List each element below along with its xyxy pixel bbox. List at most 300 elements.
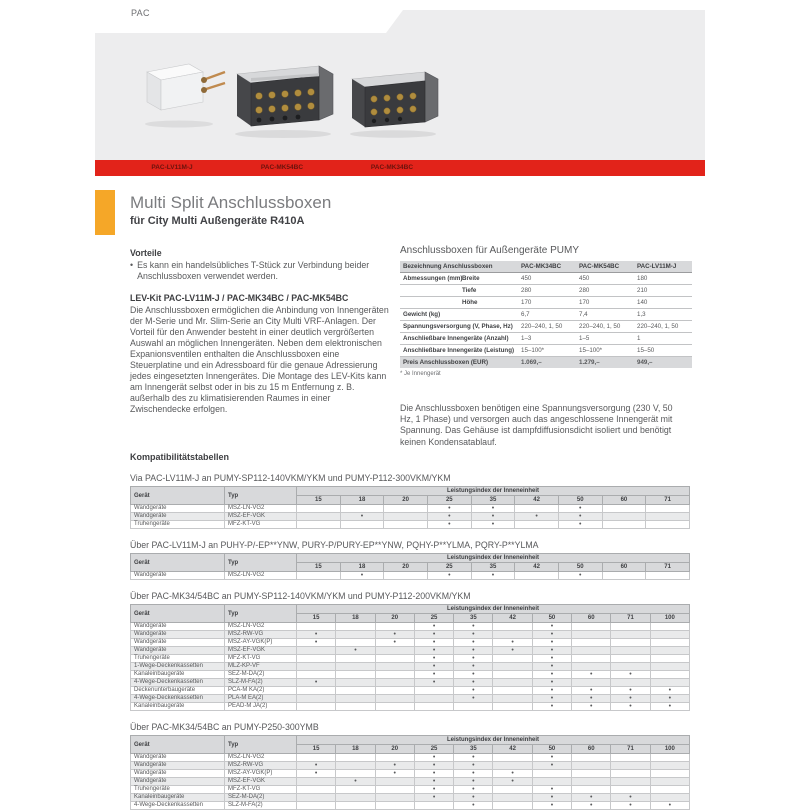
compat-dot-cell — [297, 754, 336, 762]
compat-index-header: Leistungsindex der Inneneinheit — [297, 554, 690, 563]
compat-dot-cell: • — [414, 623, 453, 631]
compat-typ-cell: MSZ-EF-VGK — [225, 513, 297, 521]
pumy-value-cell: 1 — [634, 333, 692, 345]
compat-index-col: 35 — [454, 745, 493, 754]
product-image-pac-mk54bc — [223, 58, 341, 140]
pumy-value-cell: 220–240, 1, 50 — [634, 321, 692, 333]
compat-heading: Kompatibilitätstabellen — [130, 452, 230, 462]
compat-dot-cell — [650, 623, 689, 631]
compat-table — [130, 604, 690, 711]
table-row — [131, 770, 690, 778]
compat-index-col: 20 — [375, 614, 414, 623]
compat-dot-cell — [650, 631, 689, 639]
compat-dot-cell: • — [454, 671, 493, 679]
compat-dot-cell — [611, 754, 650, 762]
compat-gerat-cell: Truhengeräte — [131, 786, 225, 794]
compat-typ-cell: MFZ-KT-VG — [225, 655, 297, 663]
compat-dot-cell — [602, 513, 646, 521]
compat-dot-cell — [414, 703, 453, 711]
compat-dot-cell: • — [454, 655, 493, 663]
compat-dot-cell: • — [414, 679, 453, 687]
power-supply-note: Die Anschlussboxen benötigen eine Spannungsversorgung (230 V, 50 Hz, 1 Phase) und versorgen auch das angeschlossene Innengerät mit Spannung. Das Gehäuse ist dampfdiffusionsdicht isoliert und benötigt keinen Kondensatablauf. — [400, 403, 673, 447]
compat-index-col: 60 — [572, 614, 611, 623]
compat-dot-cell — [336, 671, 375, 679]
compat-index-col: 35 — [471, 563, 515, 572]
compat-dot-cell: • — [532, 679, 571, 687]
pumy-value-cell: 7,4 — [576, 309, 634, 321]
compat-dot-cell: • — [471, 513, 515, 521]
compat-dot-cell — [297, 786, 336, 794]
compat-dot-cell — [375, 623, 414, 631]
pumy-value-cell: 1–5 — [576, 333, 634, 345]
compat-dot-cell: • — [572, 794, 611, 802]
compat-dot-cell — [297, 703, 336, 711]
compat-typ-cell: MSZ-LN-VG2 — [225, 754, 297, 762]
table-row — [131, 655, 690, 663]
compat-typ-cell: MSZ-LN-VG2 — [225, 623, 297, 631]
right-column — [400, 245, 692, 448]
compat-dot-cell — [375, 778, 414, 786]
compat-dot-cell — [375, 687, 414, 695]
compat-typ-cell: MSZ-EF-VGK — [225, 778, 297, 786]
compat-dot-cell — [650, 655, 689, 663]
compat-table — [130, 486, 690, 529]
compat-dot-cell: • — [414, 663, 453, 671]
compat-gerat-cell: Wandgeräte — [131, 513, 225, 521]
compat-index-col: 15 — [297, 745, 336, 754]
table-row — [131, 679, 690, 687]
compat-dot-cell — [611, 639, 650, 647]
compat-dot-cell — [493, 754, 532, 762]
compat-dot-cell — [297, 778, 336, 786]
compat-dot-cell: • — [532, 762, 571, 770]
pumy-value-cell: 170 — [576, 297, 634, 309]
pumy-value-cell: 1,3 — [634, 309, 692, 321]
table-row — [400, 321, 692, 333]
compat-dot-cell — [493, 786, 532, 794]
compat-dot-cell: • — [454, 762, 493, 770]
compat-typ-cell: PEAD-M JA(2) — [225, 703, 297, 711]
product-label: PAC-LV11M-J — [151, 164, 193, 171]
compat-index-col: 20 — [375, 745, 414, 754]
compat-dot-cell: • — [427, 505, 471, 513]
compat-dot-cell: • — [493, 770, 532, 778]
compat-dot-cell — [414, 802, 453, 810]
compat-dot-cell — [297, 623, 336, 631]
compat-dot-cell: • — [454, 687, 493, 695]
page-subtitle: für City Multi Außengeräte R410A — [130, 215, 305, 227]
compat-dot-cell — [375, 647, 414, 655]
compat-gerat-cell: Deckenunterbaugeräte — [131, 687, 225, 695]
compat-table — [130, 553, 690, 580]
compat-dot-cell — [532, 770, 571, 778]
compat-dot-cell — [297, 794, 336, 802]
pumy-value-cell: 210 — [634, 285, 692, 297]
compat-dot-cell: • — [532, 631, 571, 639]
compat-dot-cell — [493, 762, 532, 770]
compat-index-col: 35 — [454, 614, 493, 623]
compat-dot-cell: • — [572, 703, 611, 711]
compat-dot-cell — [572, 778, 611, 786]
pumy-spec-table — [400, 261, 692, 368]
table-row — [131, 762, 690, 770]
compat-tables-container — [130, 473, 690, 810]
pumy-value-cell: 140 — [634, 297, 692, 309]
compat-index-header: Leistungsindex der Inneneinheit — [297, 605, 690, 614]
compat-dot-cell: • — [532, 794, 571, 802]
table-row — [400, 285, 692, 297]
compat-dot-cell — [297, 687, 336, 695]
compat-index-col: 60 — [602, 496, 646, 505]
compat-dot-cell: • — [454, 647, 493, 655]
pumy-row-label: Spannungsversorgung (V, Phase, Hz) — [400, 321, 518, 333]
compat-index-col: 18 — [336, 745, 375, 754]
compat-dot-cell — [611, 762, 650, 770]
pumy-value-cell: 280 — [576, 285, 634, 297]
table-row — [131, 786, 690, 794]
compat-table-title: Via PAC-LV11M-J an PUMY-SP112-140VKM/YKM und PUMY-P112-300VKM/YKM — [130, 473, 451, 483]
pumy-col-header: PAC-MK34BC — [518, 261, 576, 273]
compat-index-col: 15 — [297, 496, 341, 505]
compat-typ-cell: MSZ-LN-VG2 — [225, 572, 297, 580]
compat-dot-cell: • — [454, 794, 493, 802]
compat-dot-cell: • — [650, 802, 689, 810]
table-row — [131, 794, 690, 802]
compat-typ-cell: PLA-M EA(2) — [225, 695, 297, 703]
compat-dot-cell: • — [297, 679, 336, 687]
compat-dot-cell — [650, 647, 689, 655]
table-row — [131, 671, 690, 679]
compat-dot-cell — [493, 687, 532, 695]
compat-dot-cell — [375, 754, 414, 762]
compat-dot-cell: • — [572, 695, 611, 703]
compat-dot-cell: • — [611, 671, 650, 679]
table-row — [400, 309, 692, 321]
compat-dot-cell: • — [471, 572, 515, 580]
compat-typ-cell: MSZ-RW-VG — [225, 762, 297, 770]
compat-dot-cell — [572, 762, 611, 770]
compat-gerat-header: Gerät — [131, 736, 225, 754]
compat-dot-cell — [375, 663, 414, 671]
compat-dot-cell — [572, 631, 611, 639]
table-row — [131, 572, 690, 580]
compat-dot-cell: • — [471, 505, 515, 513]
pumy-value-cell: 170 — [518, 297, 576, 309]
pumy-footnote: * Je Innengerät — [400, 371, 441, 377]
compat-dot-cell — [336, 770, 375, 778]
compat-typ-header: Typ — [225, 487, 297, 505]
pumy-row-sublabel: Höhe — [459, 297, 518, 309]
compat-gerat-cell: 4-Wege-Deckenkassetten — [131, 679, 225, 687]
compat-index-col: 50 — [532, 614, 571, 623]
compat-index-col: 18 — [340, 496, 384, 505]
pumy-row-label: Anschließbare Innengeräte (Leistung) — [400, 345, 518, 357]
compat-dot-cell: • — [532, 623, 571, 631]
pumy-col-header: PAC-MK54BC — [576, 261, 634, 273]
compat-gerat-cell: Wandgeräte — [131, 639, 225, 647]
compat-dot-cell — [336, 794, 375, 802]
compat-dot-cell: • — [532, 671, 571, 679]
table-row — [131, 754, 690, 762]
pumy-value-cell: 15–50 — [634, 345, 692, 357]
compat-dot-cell — [493, 623, 532, 631]
compat-dot-cell — [297, 572, 341, 580]
table-row — [131, 703, 690, 711]
compat-dot-cell: • — [493, 639, 532, 647]
compat-dot-cell: • — [375, 770, 414, 778]
compat-dot-cell — [384, 572, 428, 580]
compat-dot-cell: • — [532, 786, 571, 794]
table-row — [400, 273, 692, 285]
compat-dot-cell — [336, 695, 375, 703]
compat-dot-cell — [336, 687, 375, 695]
compat-dot-cell: • — [336, 647, 375, 655]
levkit-heading: LEV-Kit PAC-LV11M-J / PAC-MK34BC / PAC-MK54BC — [130, 292, 349, 303]
compat-gerat-cell: Wandgeräte — [131, 778, 225, 786]
compat-dot-cell: • — [427, 521, 471, 529]
compat-gerat-cell: 4-Wege-Deckenkassetten — [131, 695, 225, 703]
bullet-icon: • — [130, 259, 134, 270]
compat-dot-cell — [375, 695, 414, 703]
compat-gerat-cell: 4-Wege-Deckenkassetten — [131, 802, 225, 810]
compat-index-col: 20 — [384, 563, 428, 572]
pumy-row-sublabel: Breite — [459, 273, 518, 285]
compat-index-col: 100 — [650, 745, 689, 754]
compat-index-col: 42 — [515, 563, 559, 572]
compat-dot-cell — [611, 778, 650, 786]
compat-dot-cell — [650, 639, 689, 647]
compat-dot-cell: • — [297, 770, 336, 778]
compat-dot-cell — [611, 647, 650, 655]
compat-dot-cell: • — [532, 703, 571, 711]
table-header-row — [131, 554, 690, 563]
compat-dot-cell — [515, 521, 559, 529]
compat-dot-cell: • — [532, 754, 571, 762]
compat-typ-cell: SLZ-M-FA(2) — [225, 679, 297, 687]
pumy-table-heading: Anschlussboxen für Außengeräte PUMY — [400, 245, 579, 256]
compat-typ-cell: SLZ-M-FA(2) — [225, 802, 297, 810]
compat-dot-cell — [375, 679, 414, 687]
pumy-value-cell: 949,– — [634, 357, 692, 369]
compat-dot-cell — [375, 655, 414, 663]
table-header-row — [131, 487, 690, 496]
compat-dot-cell: • — [558, 505, 602, 513]
compat-gerat-cell: Kanaleinbaugeräte — [131, 703, 225, 711]
compat-dot-cell — [414, 687, 453, 695]
compat-dot-cell: • — [558, 521, 602, 529]
vorteile-heading: Vorteile — [130, 248, 162, 258]
pumy-row-label: Preis Anschlussboxen (EUR) — [400, 357, 518, 369]
compat-dot-cell — [611, 679, 650, 687]
product-image-pac-mk34bc — [339, 64, 445, 140]
compat-dot-cell — [297, 802, 336, 810]
product-image-pac-lv11m-j — [137, 52, 233, 132]
compat-index-col: 71 — [611, 745, 650, 754]
compat-dot-cell: • — [454, 639, 493, 647]
compat-dot-cell — [384, 513, 428, 521]
compat-dot-cell — [650, 794, 689, 802]
table-row — [131, 513, 690, 521]
compat-dot-cell — [336, 703, 375, 711]
pumy-value-cell: 1.069,– — [518, 357, 576, 369]
compat-dot-cell: • — [336, 778, 375, 786]
compat-index-col: 25 — [427, 563, 471, 572]
compat-gerat-cell: Kanaleinbaugeräte — [131, 671, 225, 679]
compat-dot-cell — [414, 695, 453, 703]
compat-dot-cell: • — [493, 778, 532, 786]
compat-dot-cell — [336, 655, 375, 663]
compat-dot-cell — [572, 770, 611, 778]
compat-typ-header: Typ — [225, 736, 297, 754]
compat-gerat-cell: Wandgeräte — [131, 631, 225, 639]
compat-dot-cell — [650, 679, 689, 687]
compat-dot-cell — [611, 655, 650, 663]
table-row — [131, 639, 690, 647]
pumy-value-cell: 280 — [518, 285, 576, 297]
compat-dot-cell — [572, 655, 611, 663]
compat-dot-cell: • — [532, 655, 571, 663]
compat-dot-cell — [297, 663, 336, 671]
compat-dot-cell: • — [532, 639, 571, 647]
compat-index-col: 25 — [427, 496, 471, 505]
compat-typ-cell: MSZ-EF-VGK — [225, 647, 297, 655]
compat-dot-cell — [336, 623, 375, 631]
compat-dot-cell — [650, 762, 689, 770]
compat-dot-cell — [650, 754, 689, 762]
compat-index-col: 15 — [297, 614, 336, 623]
table-row — [131, 521, 690, 529]
compat-dot-cell — [572, 639, 611, 647]
compat-dot-cell — [340, 505, 384, 513]
pumy-value-cell: 1.279,– — [576, 357, 634, 369]
compat-gerat-cell: Wandgeräte — [131, 505, 225, 513]
pumy-value-cell: 450 — [576, 273, 634, 285]
compat-dot-cell — [611, 786, 650, 794]
compat-index-col: 60 — [572, 745, 611, 754]
compat-index-col: 71 — [611, 614, 650, 623]
compat-dot-cell: • — [375, 631, 414, 639]
compat-dot-cell — [336, 631, 375, 639]
compat-dot-cell: • — [650, 695, 689, 703]
compat-gerat-header: Gerät — [131, 605, 225, 623]
compat-dot-cell: • — [297, 762, 336, 770]
compat-dot-cell: • — [572, 687, 611, 695]
compat-table-title: Über PAC-MK34/54BC an PUMY-P250-300YMB — [130, 722, 319, 732]
compat-dot-cell — [336, 679, 375, 687]
compat-dot-cell — [340, 521, 384, 529]
compat-dot-cell — [493, 671, 532, 679]
table-row — [131, 695, 690, 703]
compat-dot-cell: • — [427, 572, 471, 580]
compat-dot-cell — [493, 794, 532, 802]
compat-dot-cell — [646, 521, 690, 529]
compat-dot-cell — [611, 631, 650, 639]
compat-dot-cell: • — [414, 786, 453, 794]
compat-dot-cell: • — [515, 513, 559, 521]
compat-dot-cell: • — [454, 631, 493, 639]
compat-dot-cell: • — [454, 695, 493, 703]
compat-dot-cell — [384, 505, 428, 513]
compat-dot-cell — [493, 655, 532, 663]
left-column — [130, 248, 393, 415]
table-header-row — [400, 261, 692, 273]
compat-dot-cell — [650, 786, 689, 794]
pumy-col-header: Bezeichnung Anschlussboxen — [400, 261, 518, 273]
compat-dot-cell: • — [375, 639, 414, 647]
pumy-value-cell: 15–100* — [518, 345, 576, 357]
compat-dot-cell — [384, 521, 428, 529]
compat-dot-cell — [454, 703, 493, 711]
compat-gerat-cell: Wandgeräte — [131, 623, 225, 631]
compat-dot-cell — [650, 770, 689, 778]
compat-dot-cell: • — [454, 623, 493, 631]
compat-index-col: 71 — [646, 496, 690, 505]
compat-index-header: Leistungsindex der Inneneinheit — [297, 487, 690, 496]
compat-typ-cell: SEZ-M-DA(2) — [225, 794, 297, 802]
compat-dot-cell — [611, 770, 650, 778]
pumy-row-label: Gewicht (kg) — [400, 309, 518, 321]
table-row — [131, 647, 690, 655]
compat-dot-cell: • — [414, 655, 453, 663]
pumy-value-cell: 220–240, 1, 50 — [518, 321, 576, 333]
table-row — [131, 623, 690, 631]
compat-dot-cell — [572, 623, 611, 631]
compat-dot-cell: • — [532, 695, 571, 703]
compat-typ-header: Typ — [225, 554, 297, 572]
compat-dot-cell — [646, 513, 690, 521]
compat-dot-cell: • — [532, 802, 571, 810]
compat-dot-cell — [336, 762, 375, 770]
compat-dot-cell: • — [611, 802, 650, 810]
compat-dot-cell — [375, 786, 414, 794]
product-label: PAC-MK54BC — [260, 164, 304, 171]
compat-dot-cell: • — [611, 794, 650, 802]
compat-dot-cell: • — [611, 687, 650, 695]
compat-typ-cell: MSZ-LN-VG2 — [225, 505, 297, 513]
compat-table-title: Über PAC-LV11M-J an PUHY-P/-EP**YNW, PURY-P/PURY-EP**YNW, PQHY-P**YLMA, PQRY-P**YLMA — [130, 540, 539, 550]
table-row — [131, 778, 690, 786]
pumy-value-cell: 220–240, 1, 50 — [576, 321, 634, 333]
pumy-value-cell: 6,7 — [518, 309, 576, 321]
compat-gerat-cell: Wandgeräte — [131, 647, 225, 655]
product-banner — [95, 10, 705, 176]
compat-dot-cell: • — [454, 679, 493, 687]
compat-dot-cell: • — [414, 639, 453, 647]
compat-dot-cell — [493, 663, 532, 671]
compat-dot-cell — [493, 695, 532, 703]
compat-typ-cell: SEZ-M-DA(2) — [225, 671, 297, 679]
table-row — [131, 802, 690, 810]
compat-dot-cell — [515, 505, 559, 513]
compat-dot-cell: • — [532, 663, 571, 671]
compat-index-col: 50 — [532, 745, 571, 754]
compat-dot-cell — [650, 778, 689, 786]
compat-index-col: 100 — [650, 614, 689, 623]
table-header-row — [131, 736, 690, 745]
compat-dot-cell — [493, 703, 532, 711]
pumy-value-cell: 450 — [518, 273, 576, 285]
pumy-row-label — [400, 285, 459, 297]
compat-index-col: 60 — [602, 563, 646, 572]
compat-index-col: 18 — [340, 563, 384, 572]
compat-table — [130, 735, 690, 810]
compat-typ-cell: MSZ-RW-VG — [225, 631, 297, 639]
compat-index-col: 18 — [336, 614, 375, 623]
table-row — [400, 297, 692, 309]
compat-dot-cell — [297, 671, 336, 679]
table-row — [131, 631, 690, 639]
compat-dot-cell: • — [650, 687, 689, 695]
